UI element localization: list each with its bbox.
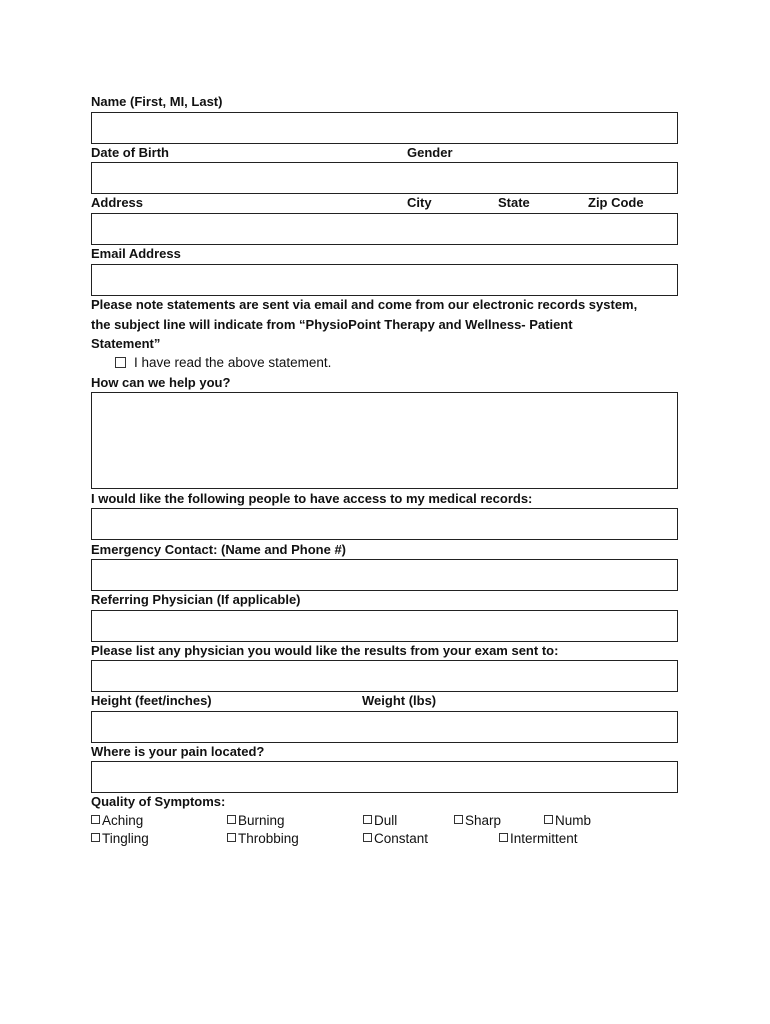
statement-checkbox-row[interactable] (115, 355, 331, 371)
symptom-burning[interactable] (227, 813, 285, 829)
symptom-numb[interactable] (544, 813, 591, 829)
dob-label: Date of Birth (91, 145, 169, 160)
gender-label: Gender (407, 145, 453, 160)
results-label: Please list any physician you would like the results from your exam sent to: (91, 643, 559, 658)
help-label: How can we help you? (91, 375, 231, 390)
referring-field[interactable] (91, 610, 678, 642)
aching-checkbox[interactable] (91, 815, 100, 824)
tingling-checkbox[interactable] (91, 833, 100, 842)
symptom-tingling[interactable] (91, 831, 149, 847)
access-label: I would like the following people to have access to my medical records: (91, 491, 533, 506)
throbbing-checkbox[interactable] (227, 833, 236, 842)
burning-checkbox[interactable] (227, 815, 236, 824)
emergency-label: Emergency Contact: (Name and Phone #) (91, 542, 346, 557)
aching-label: Aching (102, 813, 144, 828)
state-label: State (498, 195, 530, 210)
symptom-intermittent[interactable] (499, 831, 578, 847)
numb-label: Numb (555, 813, 592, 828)
address-label: Address (91, 195, 144, 210)
statement-checkbox[interactable] (115, 357, 126, 368)
help-textarea[interactable] (91, 392, 678, 489)
constant-checkbox[interactable] (363, 833, 372, 842)
email-label: Email Address (91, 246, 181, 261)
statement-line-2: the subject line will indicate from “PhysioPoint Therapy and Wellness- Patient (91, 316, 573, 332)
statement-note (91, 295, 691, 354)
sharp-label: Sharp (465, 813, 502, 828)
name-label: Name (First, MI, Last) (91, 94, 223, 109)
symptom-dull[interactable] (363, 813, 397, 829)
tingling-label: Tingling (102, 831, 149, 846)
referring-label: Referring Physician (If applicable) (91, 592, 301, 607)
zip-label: Zip Code (588, 195, 644, 210)
burning-label: Burning (238, 813, 285, 828)
throbbing-label: Throbbing (238, 831, 299, 846)
pain-field[interactable] (91, 761, 678, 793)
emergency-field[interactable] (91, 559, 678, 591)
dob-gender-field[interactable] (91, 162, 678, 194)
weight-label: Weight (lbs) (362, 693, 437, 708)
statement-line-3: Statement” (91, 336, 161, 351)
height-label: Height (feet/inches) (91, 693, 212, 708)
statement-line-1: Please note statements are sent via email and come from our electronic records system, (91, 297, 638, 312)
email-field[interactable] (91, 264, 678, 296)
statement-checkbox-label: I have read the above statement. (134, 355, 332, 370)
height-weight-field[interactable] (91, 711, 678, 743)
symptom-constant[interactable] (363, 831, 428, 847)
city-label: City (407, 195, 432, 210)
name-field[interactable] (91, 112, 678, 144)
intermittent-label: Intermittent (510, 831, 578, 846)
access-field[interactable] (91, 508, 678, 540)
dull-checkbox[interactable] (363, 815, 372, 824)
pain-label: Where is your pain located? (91, 744, 265, 759)
constant-label: Constant (374, 831, 429, 846)
symptom-aching[interactable] (91, 813, 143, 829)
dull-label: Dull (374, 813, 398, 828)
numb-checkbox[interactable] (544, 815, 553, 824)
intermittent-checkbox[interactable] (499, 833, 508, 842)
symptom-sharp[interactable] (454, 813, 501, 829)
results-field[interactable] (91, 660, 678, 692)
sharp-checkbox[interactable] (454, 815, 463, 824)
symptom-throbbing[interactable] (227, 831, 299, 847)
address-field[interactable] (91, 213, 678, 245)
symptoms-label: Quality of Symptoms: (91, 794, 226, 809)
